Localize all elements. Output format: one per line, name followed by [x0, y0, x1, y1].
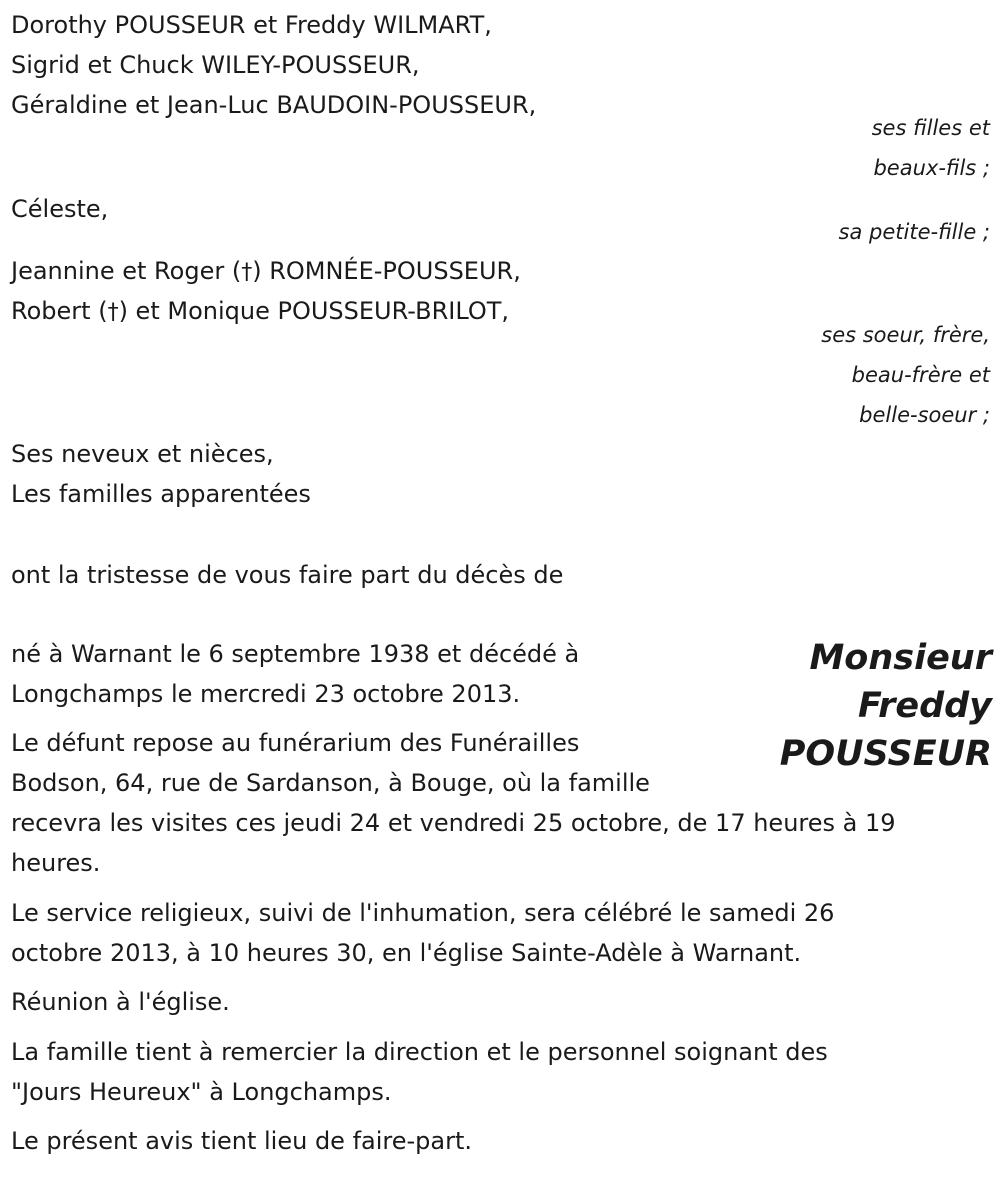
deceased-cross-icon: †	[107, 300, 119, 325]
service-line: Le service religieux, suivi de l'inhumation, sera célébré le samedi 26	[11, 899, 835, 927]
visitation-line: Le défunt repose au funérarium des Funérailles	[11, 729, 580, 757]
visitation-line: Bodson, 64, rue de Sardanson, à Bouge, où la famille	[11, 769, 650, 797]
family-sibling-line	[11, 251, 521, 293]
deceased-name	[780, 634, 992, 778]
visitation-line: heures.	[11, 849, 101, 877]
thanks-line: "Jours Heureux" à Longchamps.	[11, 1078, 392, 1106]
family-sibling-line	[11, 291, 509, 333]
relation-label: ses filles et	[871, 116, 990, 140]
visitation-line: recevra les visites ces jeudi 24 et vendredi 25 octobre, de 17 heures à 19	[11, 809, 896, 837]
deceased-title: Monsieur	[809, 638, 992, 678]
family-granddaughter-line: Céleste,	[11, 195, 109, 223]
relation-label: sa petite-fille ;	[838, 220, 990, 244]
family-others-line: Ses neveux et nièces,	[11, 440, 274, 468]
sibling-text: ) ROMNÉE-POUSSEUR,	[252, 257, 521, 285]
family-daughter-line: Dorothy POUSSEUR et Freddy WILMART,	[11, 11, 492, 39]
birth-death-line: né à Warnant le 6 septembre 1938 et décédé à	[11, 640, 580, 668]
relation-label: beaux-fils ;	[873, 156, 990, 180]
family-others-line: Les familles apparentées	[11, 480, 311, 508]
relation-label: ses soeur, frère,	[821, 323, 990, 347]
sibling-text: Jeannine et Roger (	[11, 257, 242, 285]
deceased-first-name: Freddy	[858, 686, 992, 726]
birth-death-line: Longchamps le mercredi 23 octobre 2013.	[11, 680, 521, 708]
service-line: octobre 2013, à 10 heures 30, en l'église Sainte-Adèle à Warnant.	[11, 939, 802, 967]
deceased-cross-icon: †	[241, 260, 253, 285]
announcement-text: ont la tristesse de vous faire part du décès de	[11, 561, 564, 589]
deceased-last-name: POUSSEUR	[779, 734, 992, 774]
notice-line: Le présent avis tient lieu de faire-part.	[11, 1127, 473, 1155]
family-daughter-line: Sigrid et Chuck WILEY-POUSSEUR,	[11, 51, 420, 79]
relation-label: beau-frère et	[851, 363, 990, 387]
relation-label: belle-soeur ;	[859, 403, 990, 427]
sibling-text: ) et Monique POUSSEUR-BRILOT,	[118, 297, 510, 325]
family-daughter-line: Géraldine et Jean-Luc BAUDOIN-POUSSEUR,	[11, 91, 537, 119]
sibling-text: Robert (	[11, 297, 108, 325]
meeting-line: Réunion à l'église.	[11, 988, 230, 1016]
thanks-line: La famille tient à remercier la direction et le personnel soignant des	[11, 1038, 828, 1066]
